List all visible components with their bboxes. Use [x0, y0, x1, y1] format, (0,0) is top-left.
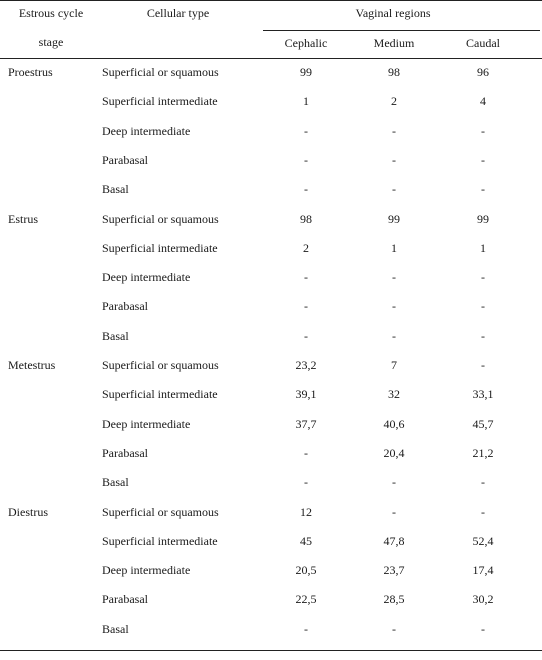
header-cellular-type: Cellular type [146, 6, 210, 20]
cephalic-value: 1 [303, 94, 309, 108]
caudal-value: 45,7 [472, 417, 494, 431]
caudal-value: - [481, 299, 485, 313]
caudal-value: 1 [480, 241, 486, 255]
caudal-value: 52,4 [472, 534, 494, 548]
medium-value: - [392, 270, 396, 284]
header-stage-line1: Estrous cycle [18, 6, 84, 20]
stage-label: Estrus [8, 212, 38, 226]
cephalic-value: - [304, 182, 308, 196]
cephalic-value: - [304, 446, 308, 460]
header-region-cephalic: Cephalic [284, 36, 328, 50]
cell-type-label: Basal [102, 329, 129, 343]
medium-value: - [392, 299, 396, 313]
cephalic-value: - [304, 124, 308, 138]
medium-value: 32 [388, 387, 400, 401]
caudal-value: 30,2 [472, 592, 494, 606]
caudal-value: - [481, 153, 485, 167]
cell-type-label: Deep intermediate [102, 417, 191, 431]
medium-value: 23,7 [383, 563, 405, 577]
cell-type-label: Superficial or squamous [102, 358, 219, 372]
medium-value: 47,8 [383, 534, 405, 548]
cell-type-label: Basal [102, 622, 129, 636]
stage-label: Diestrus [8, 505, 48, 519]
header-region-caudal: Caudal [466, 36, 500, 50]
medium-value: - [392, 124, 396, 138]
caudal-value: - [481, 505, 485, 519]
header-vaginal-regions: Vaginal regions [355, 6, 431, 20]
cephalic-value: 37,7 [295, 417, 317, 431]
cephalic-value: 98 [300, 212, 312, 226]
caudal-value: 21,2 [472, 446, 494, 460]
cephalic-value: 22,5 [295, 592, 317, 606]
cephalic-value: 12 [300, 505, 312, 519]
header-bottom-rule [0, 58, 542, 59]
medium-value: 7 [391, 358, 397, 372]
medium-value: 20,4 [383, 446, 405, 460]
caudal-value: - [481, 329, 485, 343]
cephalic-value: - [304, 622, 308, 636]
medium-value: 98 [388, 65, 400, 79]
medium-value: 2 [391, 94, 397, 108]
cephalic-value: 99 [300, 65, 312, 79]
cell-type-label: Superficial intermediate [102, 534, 218, 548]
cell-type-label: Parabasal [102, 592, 148, 606]
caudal-value: - [481, 475, 485, 489]
cell-type-label: Basal [102, 182, 129, 196]
medium-value: - [392, 329, 396, 343]
cell-type-label: Superficial intermediate [102, 387, 218, 401]
cephalic-value: - [304, 270, 308, 284]
medium-value: - [392, 622, 396, 636]
cell-type-label: Parabasal [102, 446, 148, 460]
cell-type-label: Superficial intermediate [102, 241, 218, 255]
caudal-value: 17,4 [472, 563, 494, 577]
cell-type-label: Deep intermediate [102, 563, 191, 577]
cell-type-label: Superficial intermediate [102, 94, 218, 108]
cell-type-label: Superficial or squamous [102, 212, 219, 226]
caudal-value: - [481, 358, 485, 372]
caudal-value: - [481, 622, 485, 636]
cephalic-value: 45 [300, 534, 312, 548]
medium-value: - [392, 153, 396, 167]
cell-type-label: Deep intermediate [102, 124, 191, 138]
cell-type-label: Deep intermediate [102, 270, 191, 284]
cephalic-value: 23,2 [295, 358, 317, 372]
caudal-value: 96 [477, 65, 489, 79]
bottom-rule [0, 650, 542, 651]
caudal-value: 99 [477, 212, 489, 226]
medium-value: - [392, 475, 396, 489]
regions-rule [263, 30, 540, 31]
top-rule [0, 0, 542, 1]
cell-type-label: Superficial or squamous [102, 65, 219, 79]
caudal-value: 33,1 [472, 387, 494, 401]
cephalic-value: 20,5 [295, 563, 317, 577]
caudal-value: - [481, 270, 485, 284]
stage-label: Metestrus [8, 358, 56, 372]
cell-type-label: Parabasal [102, 153, 148, 167]
cephalic-value: 39,1 [295, 387, 317, 401]
cell-type-label: Parabasal [102, 299, 148, 313]
caudal-value: - [481, 124, 485, 138]
cell-type-label: Superficial or squamous [102, 505, 219, 519]
cephalic-value: - [304, 299, 308, 313]
medium-value: 99 [388, 212, 400, 226]
cephalic-value: - [304, 475, 308, 489]
cephalic-value: - [304, 329, 308, 343]
medium-value: - [392, 182, 396, 196]
caudal-value: 4 [480, 94, 486, 108]
caudal-value: - [481, 182, 485, 196]
medium-value: - [392, 505, 396, 519]
cephalic-value: 2 [303, 241, 309, 255]
cell-type-label: Basal [102, 475, 129, 489]
medium-value: 28,5 [383, 592, 405, 606]
cephalic-value: - [304, 153, 308, 167]
header-stage-line2: stage [38, 35, 64, 49]
medium-value: 1 [391, 241, 397, 255]
medium-value: 40,6 [383, 417, 405, 431]
stage-label: Proestrus [8, 65, 53, 79]
header-region-medium: Medium [373, 36, 415, 50]
